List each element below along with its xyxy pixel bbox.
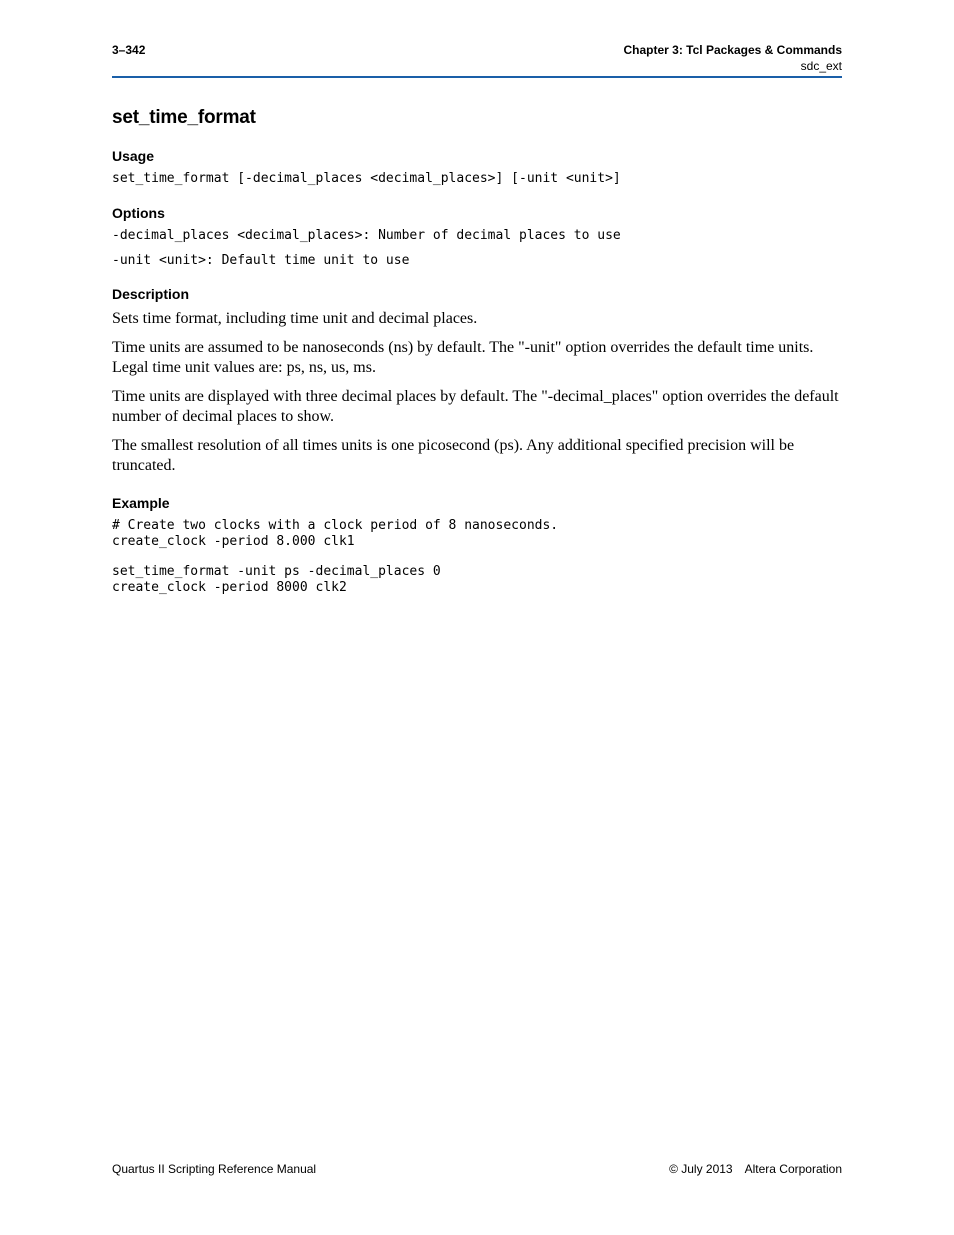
code-line: create_clock -period 8000 clk2: [112, 579, 347, 595]
command-title: set_time_format: [112, 107, 256, 128]
example-code-block: [112, 518, 842, 595]
page-content: [112, 105, 842, 595]
usage-heading: Usage: [112, 148, 155, 164]
usage-line: set_time_format [-decimal_places <decimal_places>] [-unit <unit>]: [112, 171, 621, 186]
page-number: 3–342: [112, 43, 146, 57]
code-line: set_time_format -unit ps -decimal_places 0: [112, 564, 441, 579]
code-line: # Create two clocks with a clock period of 8 nanoseconds.: [112, 518, 559, 533]
description-paragraph: Sets time format, including time unit and decimal places.: [112, 310, 478, 327]
description-paragraph: Time units are displayed with three decimal places by default. The "-decimal_places" option overrides the default number of decimal places to show.: [112, 388, 839, 425]
description-heading: Description: [112, 286, 190, 302]
example-heading: Example: [112, 495, 170, 511]
description-paragraph: Time units are assumed to be nanoseconds (ns) by default. The "-unit" option overrides the default time units. Legal time unit values are: ps, ns, us, ms.: [112, 339, 814, 376]
publication-date: © July 2013: [669, 1162, 733, 1176]
option-unit: -unit <unit>: Default time unit to use: [112, 253, 410, 268]
page-footer: [112, 1161, 842, 1179]
option-decimal-places: -decimal_places <decimal_places>: Number of decimal places to use: [112, 228, 621, 243]
footer-right: [669, 1161, 842, 1177]
company-name: Altera Corporation: [744, 1162, 842, 1176]
header-rule: [112, 76, 842, 78]
description-paragraph: The smallest resolution of all times units is one picosecond (ps). Any additional specified precision will be truncated.: [112, 437, 795, 474]
chapter-title: Chapter 3: Tcl Packages & Commands: [623, 43, 842, 57]
code-line: create_clock -period 8.000 clk1: [112, 533, 355, 549]
manual-title: Quartus II Scripting Reference Manual: [112, 1162, 317, 1176]
section-name: sdc_ext: [800, 59, 842, 73]
code-blank-line: [112, 549, 842, 564]
page-header: [112, 42, 842, 78]
options-heading: Options: [112, 205, 165, 221]
